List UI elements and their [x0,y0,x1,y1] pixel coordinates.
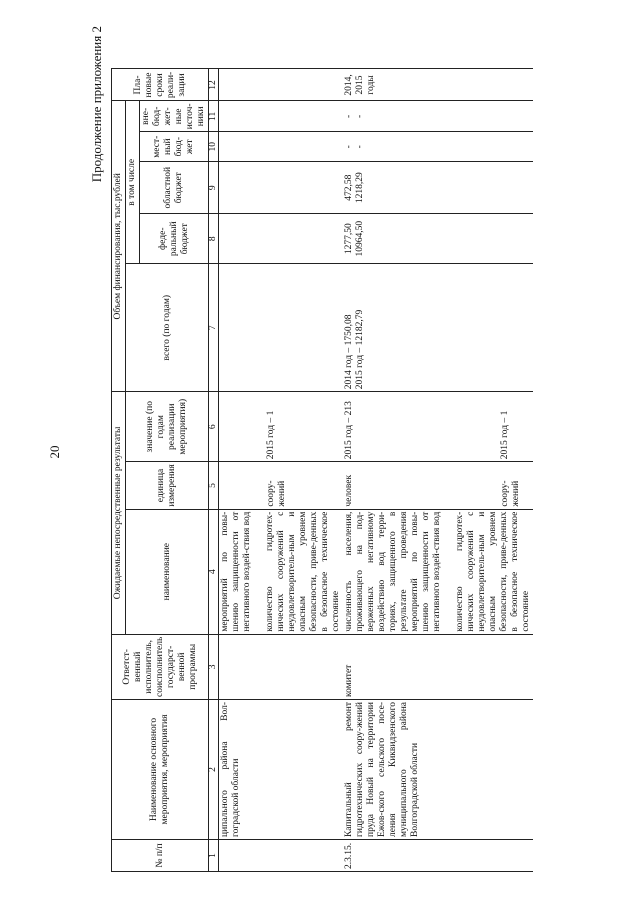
result-value-2: 2015 год – 1 [266,410,276,460]
rotated-page-content [85,12,615,892]
col-num: 2 [209,700,219,840]
header-funding-group: Объем финансирования, тыс.рублей [112,101,126,392]
result-unit-1: человек [344,474,354,507]
result-name-2: количество гидротех-нических сооружений с неудовлетворитель-ным и опасным уровнем безопасности, приве-денных в безопасное техническое состояние [455,511,531,632]
header-result-value: значение (по годам реализации мероприятия) [126,392,209,462]
continuation-label: Продолжение приложения 2 [89,26,104,183]
header-terms: Пла-новые сроки реали-зации [112,69,209,101]
col-num: 8 [209,214,219,264]
fund-total: 2014 год – 1750,08 2015 год – 12182,79 [343,264,533,392]
result-value [219,392,344,462]
table-row [343,69,533,872]
fund-local: - - [343,132,533,162]
activity-name: ципального района Вол-гоградской области [219,700,344,840]
result-unit [219,462,344,509]
header-number: № п/п [112,840,209,872]
header-fund-total: всего (по годам) [126,264,209,392]
col-num: 4 [209,509,219,634]
result-unit [343,462,533,509]
header-fund-extrabudget: вне-бюд-жет-ные источ-ники [140,101,209,132]
result-value-2: 2015 год – 1 [500,410,510,460]
header-result-unit: единица измерения [126,462,209,509]
result-unit-2: соору-жений [500,480,521,507]
header-fund-local: мест-ный бюд-жет [140,132,209,162]
header-executor: Ответст-венный исполнитель, соисполнитель государст-венной программы [112,634,209,699]
header-fund-including: в том числе [126,101,140,264]
page-number: 20 [47,445,62,459]
terms: 2014, 2015 годы [343,69,533,101]
col-num: 6 [209,392,219,462]
col-num: 7 [209,264,219,392]
col-num: 1 [209,840,219,872]
result-name-2: количество гидротех-нических сооружений с неудовлетворитель-ным и опасным уровнем безопасности, приве-денных в безопасное техническое состояние [265,511,341,632]
row-number: 2.3.15. [343,840,533,872]
result-name-1: мероприятий по повы-шению защищенности от негативного воздей-ствия вод [220,511,252,632]
fund-regional: 472,58 1218,29 [343,162,533,214]
result-name-1: численность населения, проживающего на под-верженных негативному воздействию вод терри-ториях, защищенного в результате проведения мероприятий по повы-шению защищенности от негативного воздей-ствия вод [344,511,442,632]
header-fund-regional: областной бюджет [140,162,209,214]
program-table [111,68,533,872]
col-num: 3 [209,634,219,699]
header-results-group: Ожидаемые непосредственные результаты [112,392,126,634]
col-num: 9 [209,162,219,214]
col-num: 10 [209,132,219,162]
result-name [343,509,533,634]
activity-name: Капитальный ремонт гидротехнических соору-жений пруда Новый на территории Ежов-ского сельского посе-ления Киквидзенского муниципального района Волгоградской области [343,700,533,840]
col-num: 5 [209,462,219,509]
header-result-name: наименование [126,509,209,634]
col-num: 12 [209,69,219,101]
result-name [219,509,344,634]
col-num: 11 [209,101,219,132]
table-row [219,69,344,872]
header-activity-name: Наименование основного мероприятия, мероприятия [112,700,209,840]
executor: комитет [343,634,533,699]
header-fund-federal: феде-ральный бюджет [140,214,209,264]
column-numbers-row [209,69,219,872]
result-value [343,392,533,462]
fund-extrabudget: - - [343,101,533,132]
result-unit-2: соору-жений [266,480,287,507]
result-value-1: 2015 год – 213 [344,401,354,460]
fund-federal: 1277,50 10964,50 [343,214,533,264]
